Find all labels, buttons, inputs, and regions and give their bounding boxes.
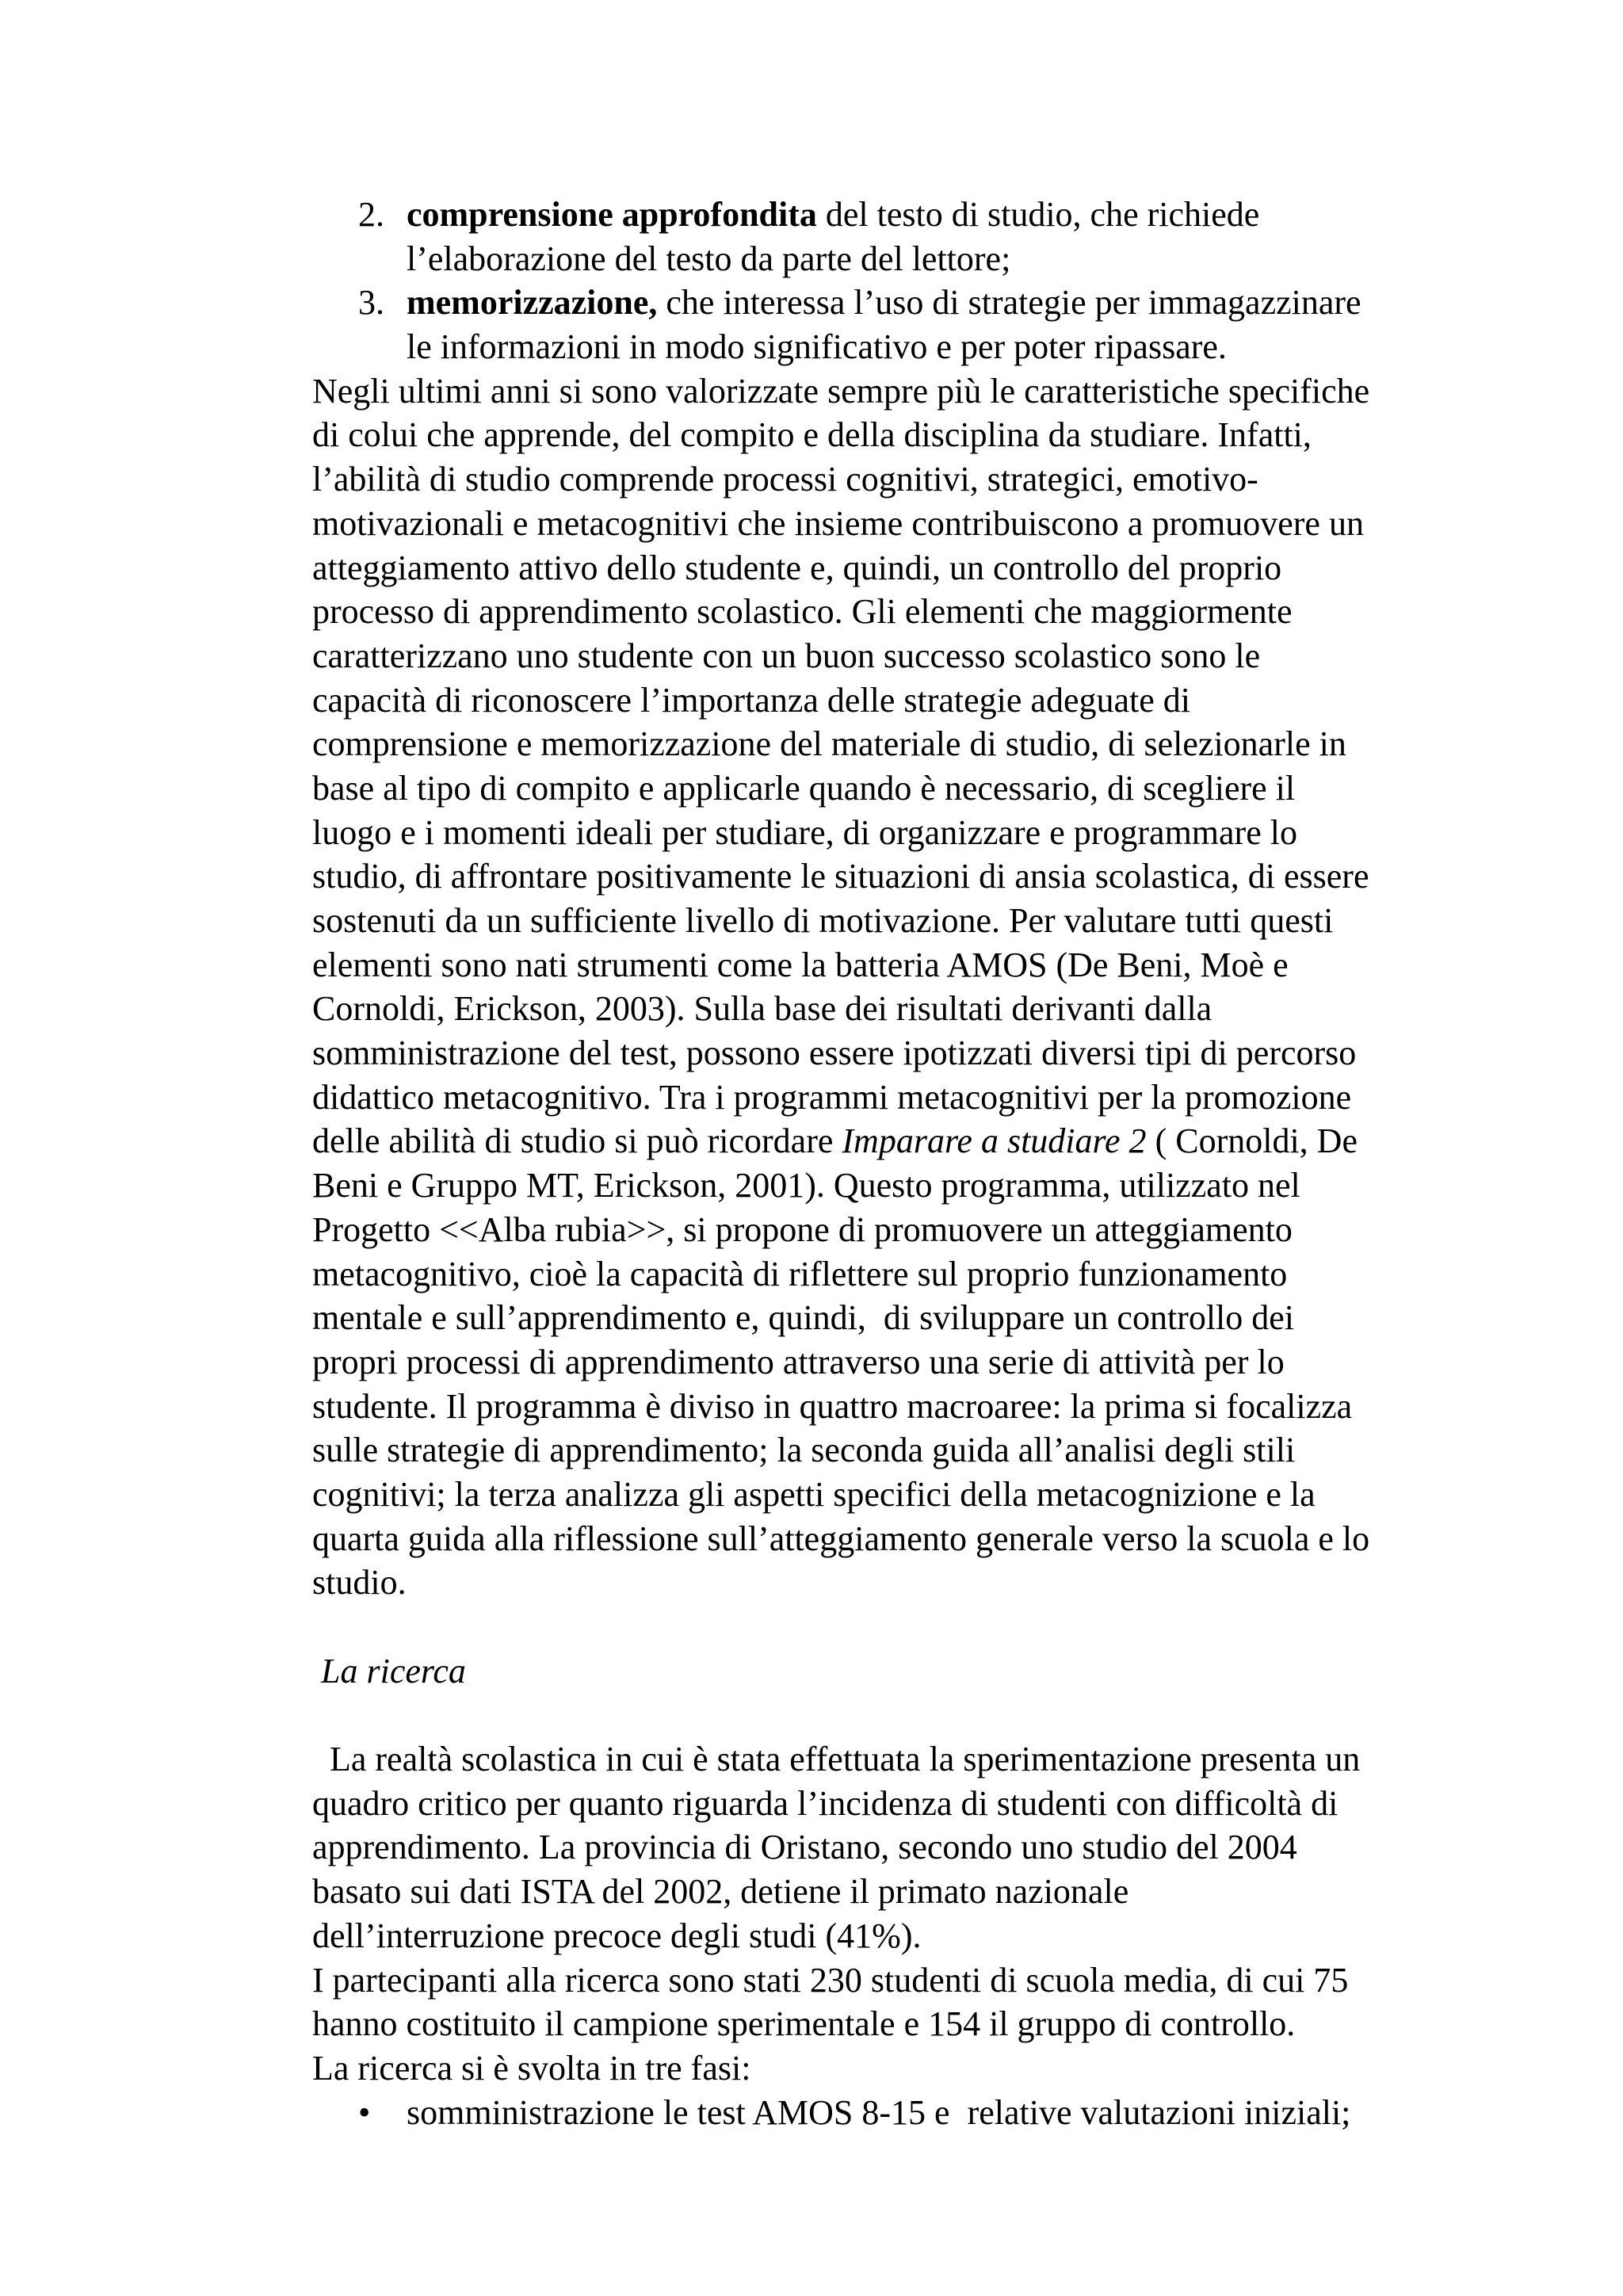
list-item-3-continuation: le informazioni in modo significativo e per poter ripassare. <box>407 327 1227 367</box>
text-line: somministrazione del test, possono essere ipotizzati diversi tipi di percorso <box>312 1033 1357 1073</box>
paragraph <box>312 1737 1493 2091</box>
text-segment: delle abilità di studio si può ricordare <box>312 1121 842 1161</box>
text-line: Progetto <<Alba rubia>>, si propone di promuovere un atteggiamento <box>312 1209 1293 1249</box>
text-line: quadro critico per quanto riguarda l’incidenza di studenti con difficoltà di <box>312 1783 1338 1823</box>
text-line-with-title <box>312 1119 1493 1163</box>
list-text: del testo di studio, che richiede <box>816 195 1260 234</box>
text-line: La realtà scolastica in cui è stata effettuata la sperimentazione presenta un <box>312 1740 1361 1779</box>
list-item-2 <box>312 193 1493 237</box>
text-line: atteggiamento attivo dello studente e, quindi, un controllo del proprio <box>312 548 1282 587</box>
text-line: apprendimento. La provincia di Oristano, secondo uno studio del 2004 <box>312 1828 1297 1867</box>
text-line: Beni e Gruppo MT, Erickson, 2001). Questo programma, utilizzato nel <box>312 1166 1300 1205</box>
text-line: elementi sono nati strumenti come la batteria AMOS (De Beni, Moè e <box>312 945 1289 984</box>
list-text: che interessa l’uso di strategie per immagazzinare <box>657 283 1361 323</box>
text-line: La ricerca si è svolta in tre fasi: <box>312 2048 751 2088</box>
list-term: comprensione approfondita <box>407 195 817 234</box>
text-line: base al tipo di compito e applicarle quando è necessario, di scegliere il <box>312 768 1296 808</box>
text-line: dell’interruzione precoce degli studi (41%). <box>312 1916 922 1955</box>
text-segment: ( Cornoldi, De <box>1146 1121 1358 1161</box>
document-page <box>312 193 1493 2134</box>
list-item-text: somministrazione le test AMOS 8-15 e relative valutazioni iniziali; <box>407 2092 1351 2132</box>
text-line: Negli ultimi anni si sono valorizzate sempre più le caratteristiche specifiche <box>312 371 1370 411</box>
text-line: sulle strategie di apprendimento; la seconda guida all’analisi degli stili <box>312 1431 1296 1470</box>
paragraph <box>312 369 1493 1605</box>
text-line: di colui che apprende, del compito e della disciplina da studiare. Infatti, <box>312 415 1312 455</box>
list-item-3 <box>312 281 1493 325</box>
text-line: I partecipanti alla ricerca sono stati 230 studenti di scuola media, di cui 75 <box>312 1960 1349 2000</box>
text-line: caratterizzano uno studente con un buon successo scolastico sono le <box>312 636 1261 675</box>
text-line: processo di apprendimento scolastico. Gli elementi che maggiormente <box>312 592 1293 632</box>
list-number: 3. <box>358 283 384 323</box>
text-line: sostenuti da un sufficiente livello di motivazione. Per valutare tutti questi <box>312 901 1334 940</box>
list-item-2-continuation: l’elaborazione del testo da parte del lettore; <box>407 239 1011 278</box>
text-line: quarta guida alla riflessione sull’atteggiamento generale verso la scuola e lo <box>312 1519 1370 1558</box>
text-line: l’abilità di studio comprende processi cognitivi, strategici, emotivo- <box>312 460 1258 499</box>
bullet-icon: • <box>358 2092 371 2132</box>
text-line: studente. Il programma è diviso in quattro macroaree: la prima si focalizza <box>312 1386 1353 1426</box>
text-line: capacità di riconoscere l’importanza delle strategie adeguate di <box>312 680 1190 720</box>
text-line: metacognitivo, cioè la capacità di riflettere sul proprio funzionamento <box>312 1254 1288 1293</box>
section-heading <box>312 1649 1493 1694</box>
blank-line <box>312 1605 1493 1649</box>
book-title: Imparare a studiare 2 <box>842 1121 1147 1161</box>
bullet-list <box>312 2091 1493 2135</box>
list-item <box>312 2091 1493 2135</box>
section-heading-text: La ricerca <box>312 1651 466 1690</box>
text-line: cognitivi; la terza analizza gli aspetti specifici della metacognizione e la <box>312 1474 1316 1514</box>
text-line: basato sui dati ISTA del 2002, detiene il primato nazionale <box>312 1872 1129 1912</box>
text-line: propri processi di apprendimento attraverso una serie di attività per lo <box>312 1342 1285 1381</box>
list-term: memorizzazione, <box>407 283 658 323</box>
text-line: studio. <box>312 1563 407 1603</box>
blank-line <box>312 1693 1493 1737</box>
text-line: didattico metacognitivo. Tra i programmi metacognitivi per la promozione <box>312 1077 1352 1117</box>
text-line: luogo e i momenti ideali per studiare, di organizzare e programmare lo <box>312 812 1297 852</box>
text-line: studio, di affrontare positivamente le situazioni di ansia scolastica, di essere <box>312 857 1369 896</box>
text-line: hanno costituito il campione sperimentale e 154 il gruppo di controllo. <box>312 2004 1296 2044</box>
text-line: comprensione e memorizzazione del materiale di studio, di selezionarle in <box>312 724 1346 764</box>
list-number: 2. <box>358 195 384 234</box>
text-line: motivazionali e metacognitivi che insieme contribuiscono a promuovere un <box>312 503 1364 543</box>
text-line: Cornoldi, Erickson, 2003). Sulla base dei risultati derivanti dalla <box>312 989 1212 1029</box>
numbered-list <box>312 193 1493 369</box>
text-line: mentale e sull’apprendimento e, quindi, di sviluppare un controllo dei <box>312 1298 1295 1338</box>
